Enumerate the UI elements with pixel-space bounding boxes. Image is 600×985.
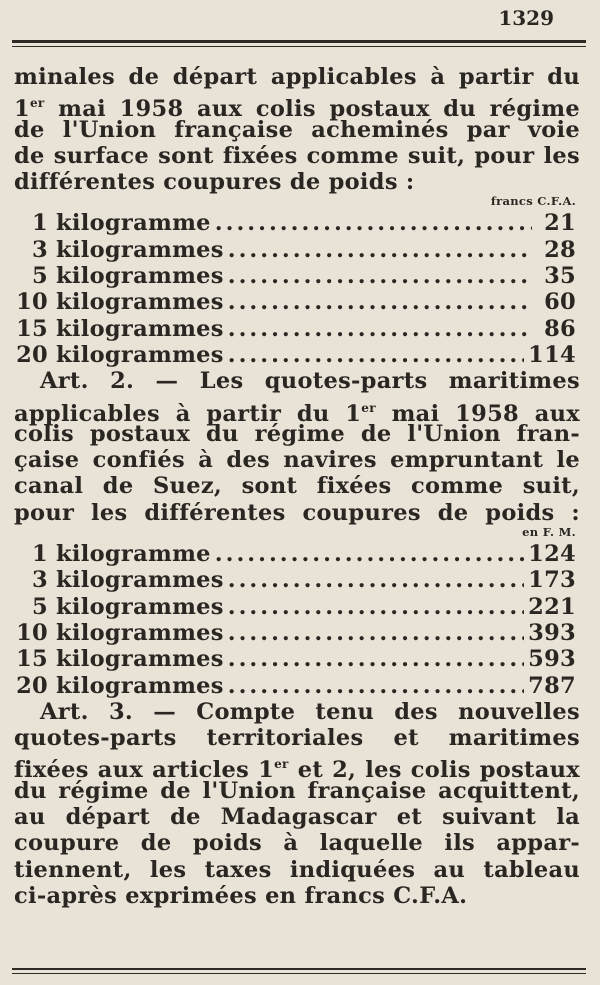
row-quantity: 5 <box>32 593 48 620</box>
row-quantity: 20 <box>16 341 48 368</box>
row-value: 28 <box>544 236 576 263</box>
top-double-rule <box>12 40 586 47</box>
table-row <box>14 541 580 567</box>
row-label: kilogrammes <box>56 619 224 646</box>
tariff-table-1 <box>14 210 580 368</box>
paragraph-line: colis postaux du régime de l'Union fran- <box>14 420 580 447</box>
row-value: 173 <box>528 567 576 594</box>
paragraph-line: ci-après exprimées en francs C.F.A. <box>14 882 468 909</box>
article-2-heading-line: Art. 2. — Les quotes-parts maritimes <box>40 368 580 395</box>
row-quantity: 3 <box>32 567 48 594</box>
document-body <box>14 64 580 909</box>
row-label: kilogrammes <box>56 315 224 342</box>
tariff-table-2 <box>14 541 580 699</box>
row-label: kilogrammes <box>56 236 224 263</box>
table2-unit-header: en F. M. <box>522 525 576 540</box>
table-row <box>14 646 580 672</box>
row-label: kilogrammes <box>56 263 224 290</box>
leader-dots <box>215 541 524 567</box>
table1-unit-header: francs C.F.A. <box>490 194 576 209</box>
paragraph-line: pour les différentes coupures de poids : <box>14 499 580 526</box>
leader-dots <box>228 594 524 620</box>
row-value: 393 <box>528 619 576 646</box>
paragraph-line: de surface sont fixées comme suit, pour les <box>14 142 580 169</box>
row-quantity: 15 <box>16 315 48 342</box>
row-quantity: 20 <box>16 672 48 699</box>
leader-dots <box>228 289 532 315</box>
row-value: 35 <box>544 263 576 290</box>
ordinal-number: 1 <box>14 96 30 123</box>
table-row <box>14 316 580 342</box>
table-row <box>14 620 580 646</box>
paragraph-line: canal de Suez, sont fixées comme suit, <box>14 473 580 500</box>
ordinal-superscript: er <box>274 757 289 772</box>
row-quantity: 1 <box>32 541 48 568</box>
paragraph-line: 1er mai 1958 aux colis postaux du régime <box>14 96 580 123</box>
row-label: kilogramme <box>56 210 211 237</box>
ordinal-superscript: er <box>361 400 376 415</box>
table-row <box>14 237 580 263</box>
table-row <box>14 673 580 699</box>
leader-dots <box>228 263 532 289</box>
leader-dots <box>228 673 524 699</box>
paragraph-line: coupure de poids à laquelle ils appar- <box>14 830 580 857</box>
article-3-heading-line: Art. 3. — Compte tenu des nouvelles <box>40 698 580 725</box>
paragraph-line: quotes-parts territoriales et maritimes <box>14 725 580 752</box>
row-value: 21 <box>544 210 576 237</box>
row-value: 124 <box>528 541 576 568</box>
row-value: 221 <box>528 593 576 620</box>
paragraph-line: minales de départ applicables à partir du <box>14 64 580 90</box>
row-quantity: 10 <box>16 619 48 646</box>
page-number: 1329 <box>498 6 554 30</box>
leader-dots <box>228 567 524 593</box>
table-row <box>14 567 580 593</box>
row-label: kilogrammes <box>56 289 224 316</box>
row-quantity: 3 <box>32 236 48 263</box>
bottom-double-rule <box>12 968 586 974</box>
paragraph-line: de l'Union française acheminés par voie <box>14 116 580 143</box>
table-row <box>14 594 580 620</box>
row-value: 114 <box>528 341 576 368</box>
leader-dots <box>215 210 532 236</box>
row-quantity: 10 <box>16 289 48 316</box>
row-value: 86 <box>544 315 576 342</box>
paragraph-line: différentes coupures de poids : <box>14 169 415 196</box>
table-row <box>14 263 580 289</box>
row-quantity: 1 <box>32 210 48 237</box>
row-label: kilogramme <box>56 541 211 568</box>
paragraph-line: du régime de l'Union française acquittent, <box>14 777 580 804</box>
paragraph-line: applicables à partir du 1er mai 1958 aux <box>14 400 580 427</box>
table-row <box>14 289 580 315</box>
row-value: 593 <box>528 646 576 673</box>
row-value: 787 <box>528 672 576 699</box>
paragraph-line: çaise confiés à des navires empruntant le <box>14 447 580 474</box>
leader-dots <box>228 342 524 368</box>
row-value: 60 <box>544 289 576 316</box>
leader-dots <box>228 316 532 342</box>
row-label: kilogrammes <box>56 646 224 673</box>
row-label: kilogrammes <box>56 593 224 620</box>
paragraph-line: au départ de Madagascar et suivant la <box>14 804 580 831</box>
row-label: kilogrammes <box>56 341 224 368</box>
row-label: kilogrammes <box>56 567 224 594</box>
table-row <box>14 210 580 236</box>
table-row <box>14 342 580 368</box>
leader-dots <box>228 620 524 646</box>
ordinal-superscript: er <box>29 96 45 111</box>
row-quantity: 5 <box>32 263 48 290</box>
row-quantity: 15 <box>16 646 48 673</box>
paragraph-line: fixées aux articles 1er et 2, les colis postaux <box>14 757 580 784</box>
paragraph-line: tiennent, les taxes indiquées au tableau <box>14 856 580 883</box>
leader-dots <box>228 646 524 672</box>
row-label: kilogrammes <box>56 672 224 699</box>
leader-dots <box>228 237 532 263</box>
